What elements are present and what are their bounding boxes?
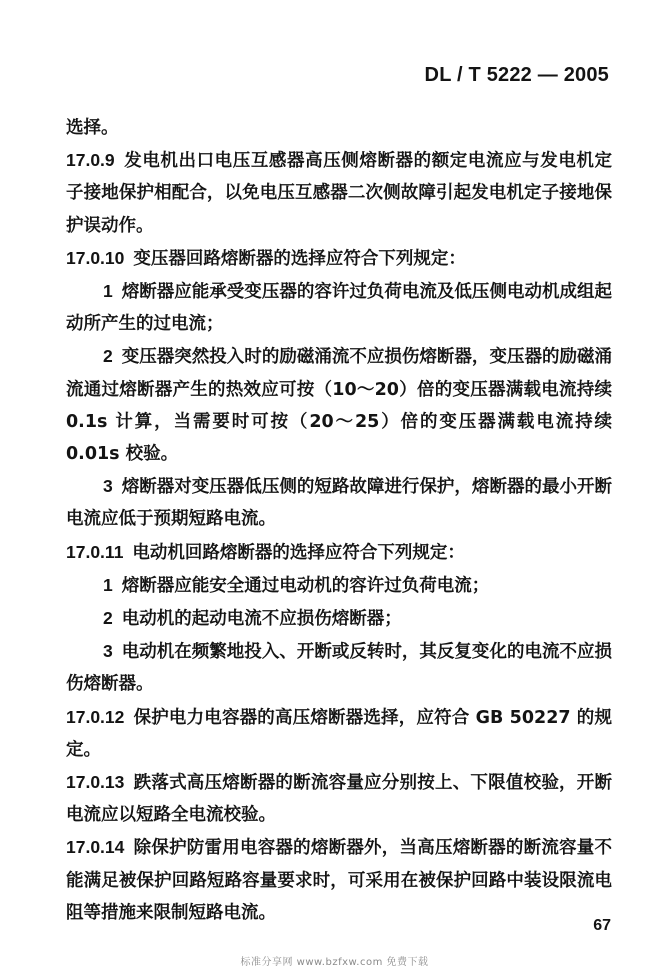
clause-text: 变压器回路熔断器的选择应符合下列规定： xyxy=(133,248,466,269)
item-text: 电动机在频繁地投入、开断或反转时，其反复变化的电流不应损伤熔断器。 xyxy=(66,642,612,695)
list-item-17-0-10-3 xyxy=(66,470,612,535)
item-text: 熔断器对变压器低压侧的短路故障进行保护，熔断器的最小开断电流应低于预期短路电流。 xyxy=(66,477,612,530)
clause-number: 17.0.13 xyxy=(66,772,125,793)
clause-17-0-9 xyxy=(66,144,612,242)
page-number: 67 xyxy=(593,917,611,934)
clause-text: 电动机回路熔断器的选择应符合下列规定： xyxy=(132,542,465,563)
item-text: 熔断器应能承受变压器的容许过负荷电流及低压侧电动机成组起动所产生的过电流； xyxy=(66,282,612,335)
list-item-17-0-11-2 xyxy=(66,602,612,635)
list-item-17-0-10-1 xyxy=(66,275,612,340)
clause-number: 17.0.9 xyxy=(66,150,115,171)
clause-text: 发电机出口电压互感器高压侧熔断器的额定电流应与发电机定子接地保护相配合，以免电压互感器二次侧故障引起发电机定子接地保护误动作。 xyxy=(66,151,612,236)
item-text: 熔断器应能安全通过电动机的容许过负荷电流； xyxy=(121,575,490,596)
document-body xyxy=(66,112,612,929)
clause-number: 17.0.14 xyxy=(66,837,125,858)
item-number: 2 xyxy=(103,608,113,629)
item-number: 1 xyxy=(103,281,113,302)
clause-17-0-10 xyxy=(66,242,612,275)
list-item-17-0-10-2 xyxy=(66,340,612,470)
list-item-17-0-11-1 xyxy=(66,569,612,602)
item-text: 变压器突然投入时的励磁涌流不应损伤熔断器，变压器的励磁涌流通过熔断器产生的热效应可按（10～20）倍的变压器满载电流持续 0.1s 计算，当需要时可按（20～25）倍的变压器满载电流持续 0.01s 校验。 xyxy=(66,347,612,465)
clause-text: 保护电力电容器的高压熔断器选择，应符合 GB 50227 的规定。 xyxy=(66,707,612,760)
item-number: 3 xyxy=(103,476,113,497)
clause-17-0-11 xyxy=(66,536,612,569)
clause-text: 跌落式高压熔断器的断流容量应分别按上、下限值校验，开断电流应以短路全电流校验。 xyxy=(66,773,612,826)
item-number: 2 xyxy=(103,346,113,367)
clause-text: 除保护防雷用电容器的熔断器外，当高压熔断器的断流容量不能满足被保护回路短路容量要求时，可采用在被保护回路中装设限流电阻等措施来限制短路电流。 xyxy=(66,838,612,923)
clause-number: 17.0.10 xyxy=(66,247,125,268)
item-text: 电动机的起动电流不应损伤熔断器； xyxy=(121,609,402,630)
footer-watermark: 标准分享网 www.bzfxw.com 免费下载 xyxy=(240,957,429,968)
clause-number: 17.0.12 xyxy=(66,706,125,727)
paragraph-continuation xyxy=(66,112,612,144)
paragraph-text: 选择。 xyxy=(66,118,119,138)
clause-number: 17.0.11 xyxy=(66,541,124,562)
item-number: 1 xyxy=(103,574,113,595)
clause-17-0-12 xyxy=(66,701,612,766)
clause-17-0-14 xyxy=(66,831,612,929)
document-code: DL / T 5222 — 2005 xyxy=(424,64,609,86)
list-item-17-0-11-3 xyxy=(66,635,612,700)
clause-17-0-13 xyxy=(66,766,612,831)
item-number: 3 xyxy=(103,641,113,662)
